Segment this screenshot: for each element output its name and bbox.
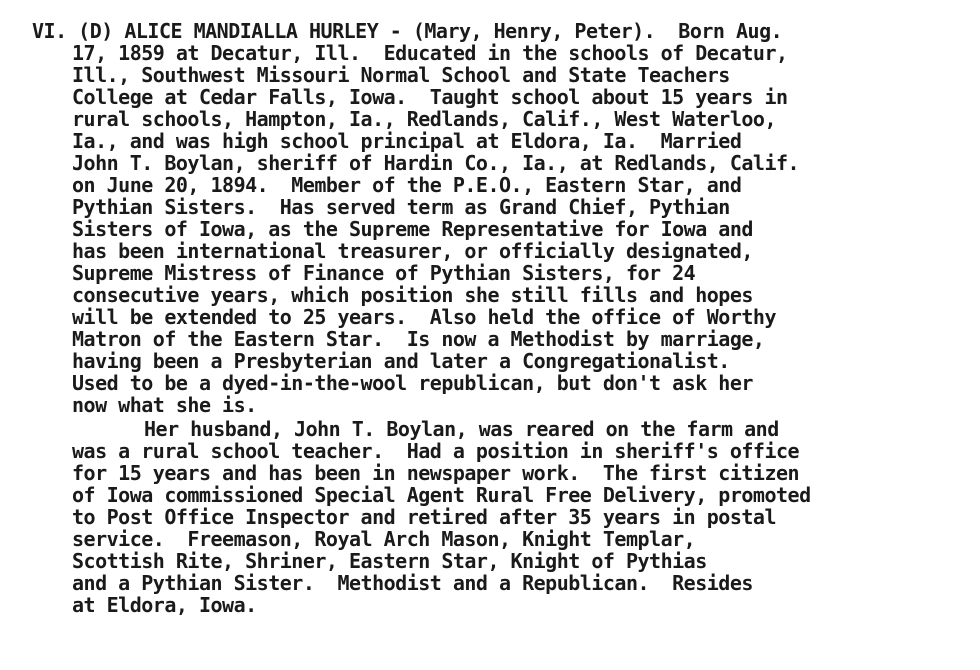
text-line: has been international treasurer, or officially designated, <box>72 239 753 263</box>
text-line: Sisters of Iowa, as the Supreme Representative for Iowa and <box>72 217 753 241</box>
text-line: consecutive years, which position she still fills and hopes <box>72 283 753 307</box>
text-line: now what she is. <box>72 393 257 417</box>
text-line-heading: VI. (D) ALICE MANDIALLA HURLEY - (Mary, Henry, Peter). Born Aug. <box>32 19 783 43</box>
text-line: rural schools, Hampton, Ia., Redlands, Calif., West Waterloo, <box>72 107 777 131</box>
text-line-paragraph-start: Her husband, John T. Boylan, was reared on the farm and <box>144 417 779 441</box>
text-line: Matron of the Eastern Star. Is now a Methodist by marriage, <box>72 327 765 351</box>
text-line: at Eldora, Iowa. <box>72 593 257 617</box>
text-line: Ia., and was high school principal at Eldora, Ia. Married <box>72 129 742 153</box>
text-line: having been a Presbyterian and later a Congregationalist. <box>72 349 730 373</box>
text-line: will be extended to 25 years. Also held the office of Worthy <box>72 305 777 329</box>
text-line: on June 20, 1894. Member of the P.E.O., Eastern Star, and <box>72 173 742 197</box>
text-line: 17, 1859 at Decatur, Ill. Educated in the schools of Decatur, <box>72 41 788 65</box>
text-line: Scottish Rite, Shriner, Eastern Star, Knight of Pythias <box>72 549 707 573</box>
text-line: was a rural school teacher. Had a position in sheriff's office <box>72 439 800 463</box>
text-line: College at Cedar Falls, Iowa. Taught school about 15 years in <box>72 85 788 109</box>
text-line: service. Freemason, Royal Arch Mason, Knight Templar, <box>72 527 696 551</box>
text-line: Pythian Sisters. Has served term as Grand Chief, Pythian <box>72 195 730 219</box>
text-line: Ill., Southwest Missouri Normal School and State Teachers <box>72 63 730 87</box>
text-line: Supreme Mistress of Finance of Pythian Sisters, for 24 <box>72 261 696 285</box>
text-line: and a Pythian Sister. Methodist and a Republican. Resides <box>72 571 753 595</box>
text-line: Used to be a dyed-in-the-wool republican, but don't ask her <box>72 371 753 395</box>
text-line: to Post Office Inspector and retired after 35 years in postal <box>72 505 777 529</box>
text-line: John T. Boylan, sheriff of Hardin Co., Ia., at Redlands, Calif. <box>72 151 800 175</box>
text-line: of Iowa commissioned Special Agent Rural Free Delivery, promoted <box>72 483 811 507</box>
text-line: for 15 years and has been in newspaper work. The first citizen <box>72 461 800 485</box>
